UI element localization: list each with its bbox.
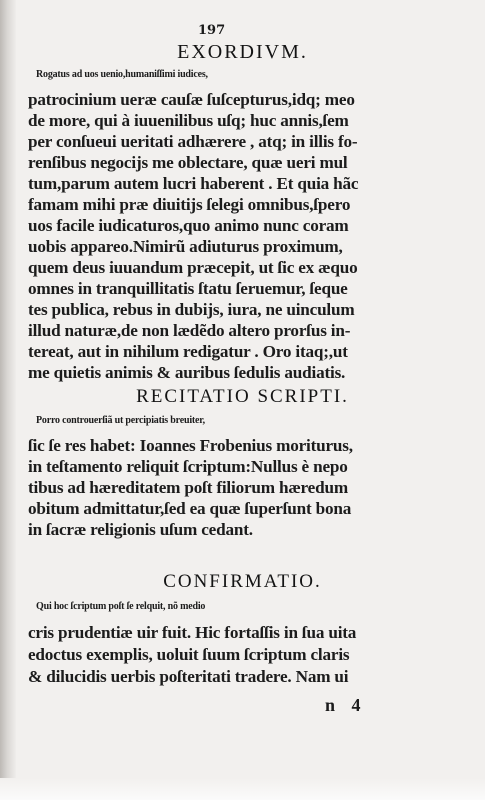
page-bottom-margin <box>0 778 485 800</box>
heading-exordium: EXORDIVM. <box>177 41 308 63</box>
text-line: Rogatus ad uos uenio,humaniſſimi iudices, <box>36 69 208 80</box>
heading-recitatio: RECITATIO SCRIPTI. <box>136 386 349 407</box>
text-line: famam mihi præ diuitijs ſelegi omnibus,ſpero <box>28 195 351 214</box>
signature-mark: n 4 <box>325 695 367 715</box>
text-line: obitum admittatur,ſed ea quæ ſuperſunt bona <box>28 499 352 518</box>
folio-number: 197 <box>198 23 226 38</box>
heading-confirmatio: CONFIRMATIO. <box>163 571 322 592</box>
text-line: tereat, aut in nihilum redigatur . Oro itaq;,ut <box>28 342 348 361</box>
text-line: per conſueui ueritati adhærere , atq; in illis fo- <box>28 132 358 151</box>
text-line: patrocinium ueræ cauſæ ſuſcepturus,idq; meo <box>28 90 355 109</box>
text-line: uobis appareo.Nimirũ adiuturus proximum, <box>28 237 343 256</box>
text-line: quem deus iuuandum præcepit, ut ſic ex æquo <box>28 258 358 277</box>
text-line: ſic ſe res habet: Ioannes Frobenius moriturus, <box>28 436 353 455</box>
text-line: Porro controuerſiã ut percipiatis breuiter, <box>36 415 205 426</box>
text-line: edoctus exemplis, uoluit ſuum ſcriptum claris <box>28 645 350 664</box>
text-line: de more, qui à iuuenilibus uſq; huc annis,ſem <box>28 111 349 130</box>
text-line: & dilucidis uerbis poſteritati tradere. Nam ui <box>28 667 349 686</box>
text-line: tes publica, rebus in dubijs, iura, ne uinculum <box>28 300 355 319</box>
text-line: cris prudentiæ uir fuit. Hic fortaſſis in ſua uita <box>28 623 357 642</box>
text-line: omnes in tranquillitatis ſtatu ſeruemur, ſeque <box>28 279 348 298</box>
text-line: me quietis animis & auribus ſedulis audiatis. <box>28 363 346 382</box>
text-line: illud naturæ,de non lædẽdo altero prorſus in- <box>28 321 351 340</box>
text-line: tibus ad hæreditatem poſt filiorum hæredum <box>28 478 348 497</box>
text-line: tum,parum autem lucri haberent . Et quia hãc <box>28 174 359 193</box>
text-line: in ſacræ religionis uſum cedant. <box>28 520 253 539</box>
text-line: uos facile iudicaturos,quo animo nunc coram <box>28 216 349 235</box>
text-line: in teſtamento reliquit ſcriptum:Nullus è nepo <box>28 457 348 476</box>
text-line: Qui hoc ſcriptum poſt ſe relquit, nõ medio <box>36 601 206 612</box>
text-line: renſibus negocijs me oblectare, quæ ueri mul <box>28 153 348 172</box>
